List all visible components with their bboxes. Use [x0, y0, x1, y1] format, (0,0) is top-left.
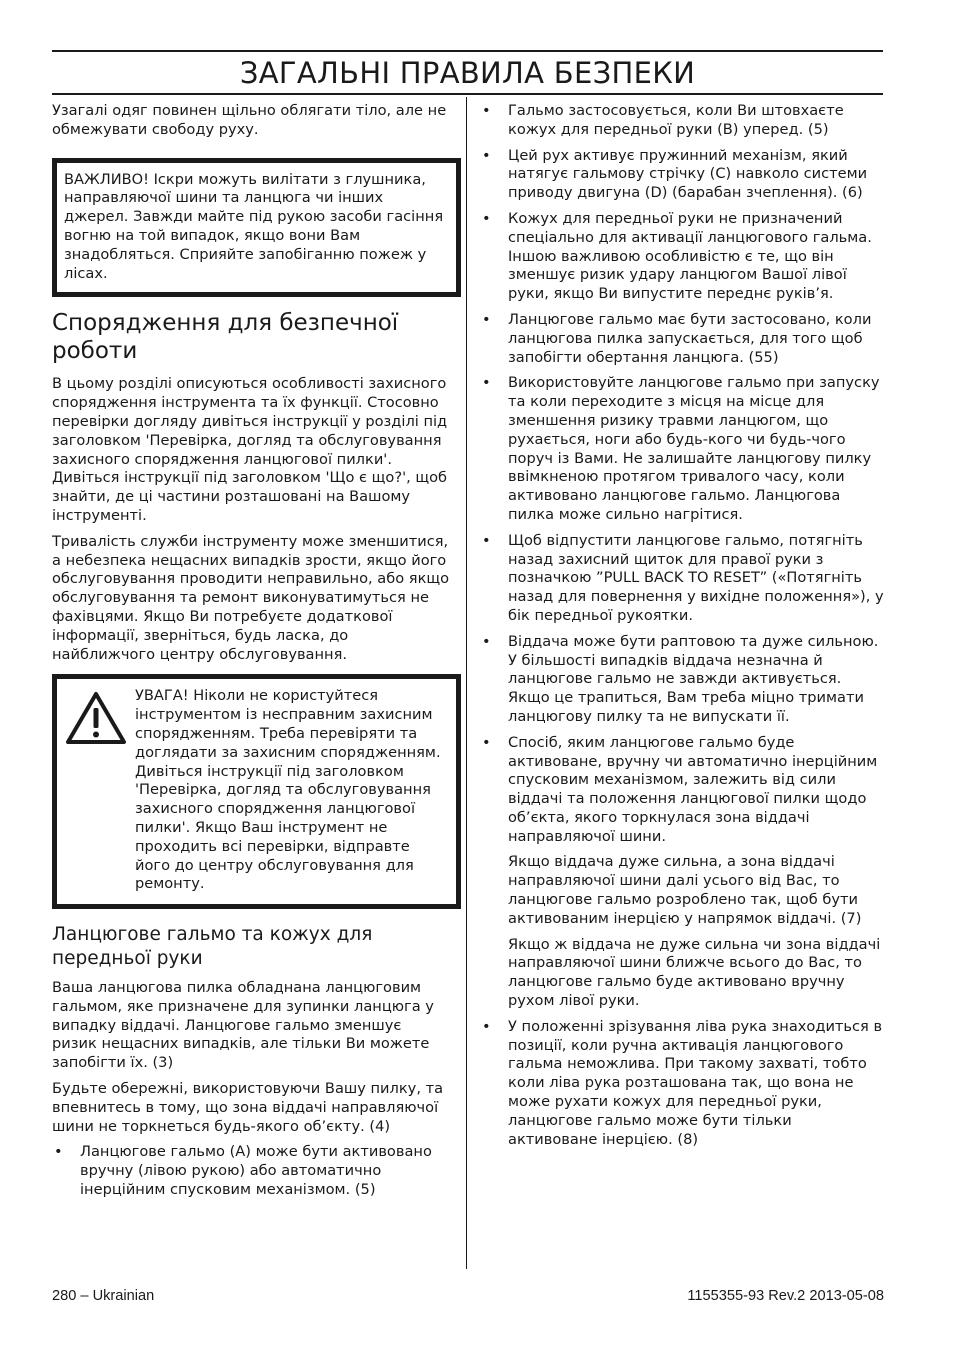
list-item: • Ланцюгове гальмо (A) може бути активовано вручну (лівою рукою) або автоматично інерційним спусковим механізмом. (5): [54, 1143, 432, 1199]
warning-box: [52, 674, 461, 909]
chain-brake-list-right: [480, 102, 884, 1149]
list-item-subparagraph: Якщо ж віддача не дуже сильна чи зона віддачі направляючої шини ближче всього до Вас, то ланцюгове гальмо буде активовано вручну рухом лівої руки.: [508, 935, 881, 1010]
section-heading-safety-equipment: Спорядження для безпечної роботи: [52, 310, 399, 365]
list-item: • Ланцюгове гальмо має бути застосовано, коли ланцюгова пилка запускається, для того щоб запобігти обертання ланцюга. (55): [482, 310, 872, 366]
safety-equipment-paragraph-2: Тривалість служби інструменту може зменшитися, а небезпека нещасних випадків зрости, якщо його обслуговування проводити неправильно, або якщо обслуговування та ремонт виконуватимуться не фахівцями. Якщо Ви потребуєте додаткової інформації, зверніться, будь ласка, до найближчого центру обслуговування.: [52, 532, 450, 663]
left-column: [52, 102, 450, 1207]
list-item: • Гальмо застосовується, коли Ви штовхаєте кожух для передньої руки (B) уперед. (5): [482, 102, 844, 138]
top-rule: [52, 50, 883, 52]
section-heading-chain-brake: Ланцюгове гальмо та кожух для передньої руки: [52, 924, 373, 970]
warning-triangle-icon: [65, 687, 135, 894]
list-item: • Спосіб, яким ланцюгове гальмо буде активоване, вручну чи автоматично інерційним спусковим механізмом, залежить від сили віддачі та положення ланцюгової пилки щодо об’єкта, якого торкнулася зона віддачі направляючої шини. Якщо віддача дуже сильна, а зона віддачі направляючої шини далі усього від Вас, то ланцюгове гальмо розроблено так, щоб бути активованим інерцією у напрямок віддачі. (7) Якщо ж віддача не дуже сильна чи зона віддачі направляючої шини ближче всього до Вас, то ланцюгове гальмо буде активовано вручну рухом лівої руки.: [480, 734, 884, 1011]
title-rule: [52, 93, 883, 95]
chain-brake-list-left: [52, 1143, 450, 1199]
footer-document-id: 1155355-93 Rev.2 2013-05-08: [687, 1288, 884, 1304]
important-notice-box: [52, 158, 461, 298]
right-column: [480, 102, 884, 1156]
column-divider: [466, 97, 467, 1269]
warning-text: УВАГА! Ніколи не користуйтеся інструментом із несправним захисним спорядженням. Треба перевіряти та доглядати за захисним спорядженням. Дивіться інструкції під заголовком 'Перевірка, догляд та обслуговування захисного спорядження ланцюгової пилки'. Якщо Ваш інструмент не проходить всі перевірки, відправте його до центру обслуговування для ремонту.: [135, 687, 441, 893]
list-item: • Цей рух активує пружинний механізм, який натягує гальмову стрічку (C) навколо системи приводу двигуна (D) (барабан зчеплення). (6): [482, 146, 868, 202]
intro-paragraph: Узагалі одяг повинен щільно облягати тіло, але не обмежувати свободу руху.: [52, 102, 447, 138]
footer-page-number: 280 – Ukrainian: [52, 1288, 155, 1304]
list-item-subparagraph: Якщо віддача дуже сильна, а зона віддачі направляючої шини далі усього від Вас, то ланцюгове гальмо розроблено так, щоб бути активованим інерцією у напрямок віддачі. (7): [508, 853, 862, 927]
list-item: • Віддача може бути раптовою та дуже сильною. У більшості випадків віддача незначна й ланцюгове гальмо не завжди активується. Якщо це трапиться, Вам треба міцно тримати ланцюгову пилку та не випускати її.: [482, 632, 879, 725]
list-item: • Кожух для передньої руки не призначений спеціально для активації ланцюгового гальма. Іншою важливою особливістю є те, що він зменшує ризик удару ланцюгом Вашої лівої руки, якщо Ви випустите переднє руків’я.: [482, 209, 872, 303]
page-title: ЗАГАЛЬНІ ПРАВИЛА БЕЗПЕКИ: [239, 56, 696, 90]
list-item: • У положенні зрізування ліва рука знаходиться в позиції, коли ручна активація ланцюгового гальма неможлива. При такому захваті, тобто коли ліва рука розташована так, що вона не може рухати кожух для передньої руки, ланцюгове гальмо може бути тільки активоване інерцією. (8): [482, 1017, 883, 1148]
important-notice-text: ВАЖЛИВО! Іскри можуть вилітати з глушника, направляючої шини та ланцюга чи інших джерел. Завжди майте під рукою засоби гасіння вогню на той випадок, якщо вони Вам знадобляться. Сприяйте запобіганню пожеж у лісах.: [64, 170, 444, 282]
chain-brake-paragraph-2: Будьте обережні, використовуючи Вашу пилку, та впевнитесь в тому, що зона віддачі направляючої шини не торкнеться будь-якого об’єкту. (4): [52, 1080, 444, 1135]
safety-equipment-paragraph-1: В цьому розділі описуються особливості захисного спорядження інструмента та їх функції. Стосовно перевірки догляду дивіться інструкції у розділі під заголовком 'Перевірка, догляд та обслуговування захисного спорядження ланцюгової пилки'. Дивіться інструкції під заголовком 'Що є що?', щоб знайти, де ці частини розташовані на Вашому інструменті.: [52, 375, 448, 524]
list-item: • Використовуйте ланцюгове гальмо при запуску та коли переходите з місця на місце для зменшення ризику травми ланцюгом, що рухається, ноги або будь-кого чи будь-чого поруч із Вами. Не залишайте ланцюгову пилку ввімкненою протягом тривалого часу, коли активовано ланцюгове гальмо. Ланцюгова пилка може сильно нагрітися.: [482, 374, 880, 523]
list-item: • Щоб відпустити ланцюгове гальмо, потягніть назад захисний щиток для правої руки з позначкою ”PULL BACK TO RESET” («Потягніть назад для повернення у вихідне положення»), у бік передньої рукоятки.: [482, 531, 884, 624]
chain-brake-paragraph-1: Ваша ланцюгова пилка обладнана ланцюговим гальмом, яке призначене для зупинки ланцюга у випадку віддачі. Ланцюгове гальмо зменшує ризик нещасних випадків, але тільки Ви можете запобігти їх. (3): [52, 979, 434, 1072]
